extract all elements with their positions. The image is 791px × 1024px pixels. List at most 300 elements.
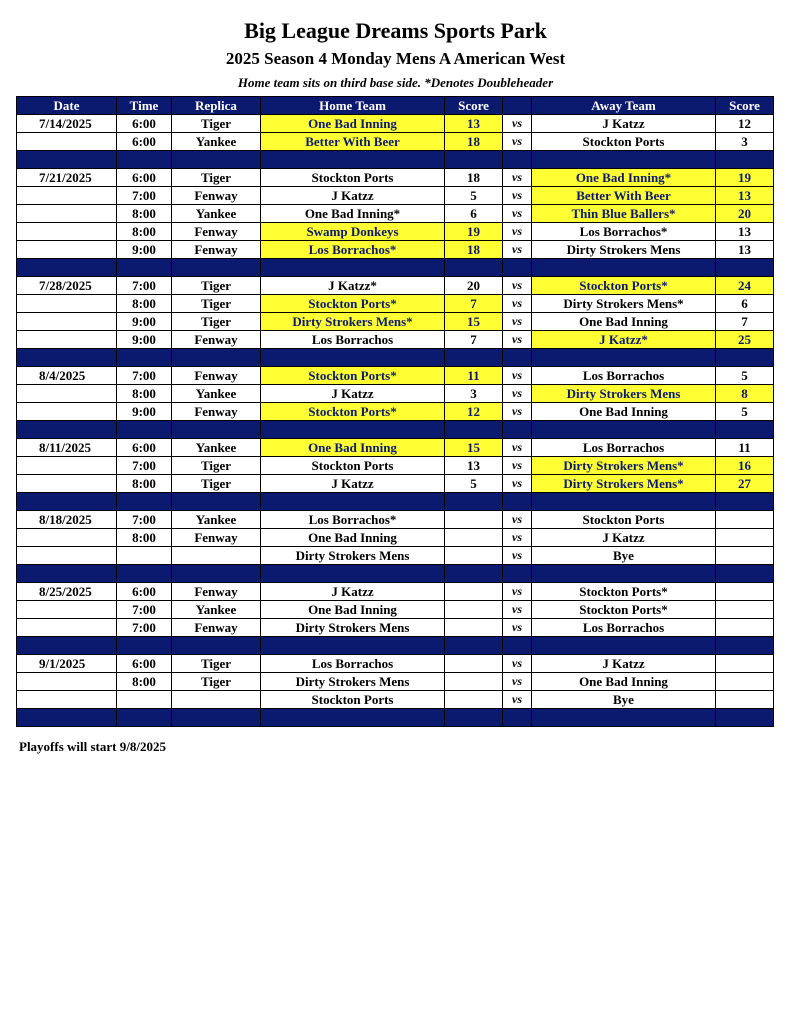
home-score-cell <box>445 529 503 547</box>
away-team-cell: One Bad Inning <box>532 313 716 331</box>
home-score-cell: 18 <box>445 133 503 151</box>
game-row <box>17 475 774 493</box>
separator-cell <box>261 709 445 727</box>
separator-cell <box>445 709 503 727</box>
separator-cell <box>532 493 716 511</box>
home-score-cell: 5 <box>445 187 503 205</box>
vs-cell: vs <box>503 601 532 619</box>
time-cell: 6:00 <box>117 655 172 673</box>
vs-cell: vs <box>503 457 532 475</box>
game-row <box>17 439 774 457</box>
separator-cell <box>445 349 503 367</box>
vs-cell: vs <box>503 439 532 457</box>
separator-cell <box>532 349 716 367</box>
separator-cell <box>117 259 172 277</box>
away-score-cell: 6 <box>716 295 774 313</box>
game-row <box>17 223 774 241</box>
replica-field-cell: Fenway <box>172 619 261 637</box>
separator-cell <box>17 637 117 655</box>
replica-field-cell: Yankee <box>172 511 261 529</box>
separator-cell <box>716 493 774 511</box>
away-team-cell: Los Borrachos <box>532 367 716 385</box>
week-separator-row <box>17 349 774 367</box>
time-cell: 8:00 <box>117 385 172 403</box>
date-cell <box>17 133 117 151</box>
game-row <box>17 673 774 691</box>
away-score-cell <box>716 691 774 709</box>
separator-cell <box>117 709 172 727</box>
separator-cell <box>261 565 445 583</box>
separator-cell <box>532 709 716 727</box>
away-team-cell: Stockton Ports* <box>532 583 716 601</box>
away-team-cell: Thin Blue Ballers* <box>532 205 716 223</box>
separator-cell <box>716 637 774 655</box>
time-cell: 6:00 <box>117 439 172 457</box>
separator-cell <box>117 565 172 583</box>
vs-cell: vs <box>503 331 532 349</box>
time-cell: 9:00 <box>117 241 172 259</box>
date-cell: 8/25/2025 <box>17 583 117 601</box>
time-cell: 7:00 <box>117 511 172 529</box>
separator-cell <box>17 151 117 169</box>
separator-cell <box>172 349 261 367</box>
date-cell: 8/18/2025 <box>17 511 117 529</box>
home-team-cell: One Bad Inning* <box>261 205 445 223</box>
separator-cell <box>172 493 261 511</box>
home-score-cell: 15 <box>445 313 503 331</box>
away-score-cell: 27 <box>716 475 774 493</box>
game-row <box>17 547 774 565</box>
separator-cell <box>261 349 445 367</box>
date-cell <box>17 331 117 349</box>
week-separator-row <box>17 565 774 583</box>
vs-cell: vs <box>503 115 532 133</box>
separator-cell <box>445 421 503 439</box>
separator-cell <box>716 421 774 439</box>
separator-cell <box>532 151 716 169</box>
separator-cell <box>117 421 172 439</box>
home-score-cell: 3 <box>445 385 503 403</box>
away-score-cell <box>716 619 774 637</box>
header-home-score: Score <box>445 97 503 115</box>
replica-field-cell: Fenway <box>172 223 261 241</box>
separator-cell <box>503 421 532 439</box>
home-team-cell: Stockton Ports* <box>261 367 445 385</box>
time-cell: 7:00 <box>117 619 172 637</box>
game-row <box>17 169 774 187</box>
replica-field-cell: Yankee <box>172 133 261 151</box>
header-home-team: Home Team <box>261 97 445 115</box>
away-team-cell: Bye <box>532 691 716 709</box>
vs-cell: vs <box>503 277 532 295</box>
game-row <box>17 115 774 133</box>
game-row <box>17 619 774 637</box>
game-row <box>17 205 774 223</box>
date-cell: 8/4/2025 <box>17 367 117 385</box>
schedule-body <box>17 115 774 727</box>
time-cell: 7:00 <box>117 367 172 385</box>
home-score-cell <box>445 619 503 637</box>
away-team-cell: Stockton Ports* <box>532 277 716 295</box>
home-score-cell: 5 <box>445 475 503 493</box>
time-cell: 9:00 <box>117 313 172 331</box>
away-team-cell: Stockton Ports <box>532 511 716 529</box>
separator-cell <box>261 259 445 277</box>
away-team-cell: One Bad Inning <box>532 673 716 691</box>
vs-cell: vs <box>503 169 532 187</box>
header-vs <box>503 97 532 115</box>
home-team-cell: J Katzz <box>261 475 445 493</box>
time-cell: 8:00 <box>117 529 172 547</box>
week-separator-row <box>17 421 774 439</box>
away-score-cell <box>716 511 774 529</box>
date-cell <box>17 529 117 547</box>
vs-cell: vs <box>503 313 532 331</box>
separator-cell <box>172 709 261 727</box>
home-team-cell: Los Borrachos* <box>261 511 445 529</box>
home-team-cell: J Katzz <box>261 583 445 601</box>
date-cell: 8/11/2025 <box>17 439 117 457</box>
header-away-team: Away Team <box>532 97 716 115</box>
header-replica: Replica <box>172 97 261 115</box>
date-cell <box>17 205 117 223</box>
home-team-cell: J Katzz* <box>261 277 445 295</box>
game-row <box>17 691 774 709</box>
separator-cell <box>716 709 774 727</box>
separator-cell <box>532 637 716 655</box>
away-score-cell <box>716 529 774 547</box>
away-score-cell <box>716 547 774 565</box>
replica-field-cell: Fenway <box>172 403 261 421</box>
home-team-cell: Stockton Ports <box>261 691 445 709</box>
away-team-cell: Dirty Strokers Mens* <box>532 475 716 493</box>
separator-cell <box>17 493 117 511</box>
home-team-cell: One Bad Inning <box>261 529 445 547</box>
time-cell <box>117 547 172 565</box>
away-team-cell: J Katzz* <box>532 331 716 349</box>
replica-field-cell: Fenway <box>172 367 261 385</box>
separator-cell <box>445 565 503 583</box>
game-row <box>17 457 774 475</box>
separator-cell <box>261 421 445 439</box>
schedule-table <box>16 96 774 727</box>
separator-cell <box>17 349 117 367</box>
vs-cell: vs <box>503 241 532 259</box>
home-score-cell: 7 <box>445 331 503 349</box>
time-cell <box>117 691 172 709</box>
home-team-cell: Stockton Ports <box>261 457 445 475</box>
vs-cell: vs <box>503 475 532 493</box>
away-score-cell: 25 <box>716 331 774 349</box>
home-team-cell: Los Borrachos <box>261 655 445 673</box>
page-subtitle: 2025 Season 4 Monday Mens A American West <box>225 49 566 68</box>
home-score-cell <box>445 547 503 565</box>
game-row <box>17 655 774 673</box>
date-cell <box>17 241 117 259</box>
away-score-cell: 19 <box>716 169 774 187</box>
home-score-cell: 15 <box>445 439 503 457</box>
home-score-cell <box>445 691 503 709</box>
home-team-cell: Stockton Ports* <box>261 295 445 313</box>
away-score-cell: 7 <box>716 313 774 331</box>
replica-field-cell: Tiger <box>172 655 261 673</box>
home-team-cell: Dirty Strokers Mens <box>261 619 445 637</box>
separator-cell <box>716 349 774 367</box>
away-score-cell: 13 <box>716 241 774 259</box>
time-cell: 9:00 <box>117 331 172 349</box>
home-team-cell: J Katzz <box>261 187 445 205</box>
away-team-cell: Dirty Strokers Mens* <box>532 295 716 313</box>
replica-field-cell: Tiger <box>172 295 261 313</box>
time-cell: 8:00 <box>117 205 172 223</box>
separator-cell <box>172 565 261 583</box>
home-team-cell: Stockton Ports* <box>261 403 445 421</box>
replica-field-cell: Tiger <box>172 673 261 691</box>
date-cell <box>17 385 117 403</box>
vs-cell: vs <box>503 385 532 403</box>
away-team-cell: Better With Beer <box>532 187 716 205</box>
time-cell: 8:00 <box>117 223 172 241</box>
away-team-cell: Dirty Strokers Mens <box>532 385 716 403</box>
date-cell: 7/21/2025 <box>17 169 117 187</box>
vs-cell: vs <box>503 205 532 223</box>
vs-cell: vs <box>503 223 532 241</box>
home-score-cell <box>445 511 503 529</box>
separator-cell <box>117 637 172 655</box>
away-score-cell <box>716 655 774 673</box>
away-team-cell: Dirty Strokers Mens* <box>532 457 716 475</box>
away-score-cell: 8 <box>716 385 774 403</box>
vs-cell: vs <box>503 673 532 691</box>
replica-field-cell <box>172 691 261 709</box>
away-score-cell: 12 <box>716 115 774 133</box>
separator-cell <box>532 421 716 439</box>
time-cell: 7:00 <box>117 277 172 295</box>
home-score-cell: 13 <box>445 457 503 475</box>
replica-field-cell <box>172 547 261 565</box>
vs-cell: vs <box>503 295 532 313</box>
vs-cell: vs <box>503 583 532 601</box>
away-team-cell: Stockton Ports* <box>532 601 716 619</box>
separator-cell <box>445 637 503 655</box>
away-score-cell <box>716 583 774 601</box>
vs-cell: vs <box>503 529 532 547</box>
home-team-cell: J Katzz <box>261 385 445 403</box>
separator-cell <box>503 493 532 511</box>
separator-cell <box>172 421 261 439</box>
time-cell: 8:00 <box>117 475 172 493</box>
separator-cell <box>172 151 261 169</box>
vs-cell: vs <box>503 367 532 385</box>
away-score-cell: 24 <box>716 277 774 295</box>
date-cell <box>17 547 117 565</box>
week-separator-row <box>17 709 774 727</box>
away-team-cell: J Katzz <box>532 115 716 133</box>
separator-cell <box>445 493 503 511</box>
replica-field-cell: Tiger <box>172 457 261 475</box>
game-row <box>17 529 774 547</box>
separator-cell <box>532 565 716 583</box>
replica-field-cell: Tiger <box>172 169 261 187</box>
separator-cell <box>503 151 532 169</box>
home-score-cell: 20 <box>445 277 503 295</box>
game-row <box>17 133 774 151</box>
separator-cell <box>716 259 774 277</box>
away-team-cell: J Katzz <box>532 655 716 673</box>
game-row <box>17 385 774 403</box>
vs-cell: vs <box>503 187 532 205</box>
away-score-cell: 11 <box>716 439 774 457</box>
game-row <box>17 601 774 619</box>
vs-cell: vs <box>503 511 532 529</box>
time-cell: 7:00 <box>117 457 172 475</box>
time-cell: 6:00 <box>117 133 172 151</box>
game-row <box>17 277 774 295</box>
separator-cell <box>117 493 172 511</box>
date-cell <box>17 295 117 313</box>
vs-cell: vs <box>503 133 532 151</box>
game-row <box>17 295 774 313</box>
vs-cell: vs <box>503 547 532 565</box>
home-team-cell: Better With Beer <box>261 133 445 151</box>
away-team-cell: Los Borrachos <box>532 439 716 457</box>
separator-cell <box>716 565 774 583</box>
date-cell <box>17 673 117 691</box>
vs-cell: vs <box>503 619 532 637</box>
replica-field-cell: Tiger <box>172 475 261 493</box>
home-team-cell: Los Borrachos <box>261 331 445 349</box>
away-score-cell: 13 <box>716 187 774 205</box>
time-cell: 7:00 <box>117 187 172 205</box>
home-score-cell: 12 <box>445 403 503 421</box>
separator-cell <box>503 565 532 583</box>
home-score-cell: 7 <box>445 295 503 313</box>
away-team-cell: Los Borrachos* <box>532 223 716 241</box>
away-team-cell: Dirty Strokers Mens <box>532 241 716 259</box>
replica-field-cell: Yankee <box>172 205 261 223</box>
separator-cell <box>117 349 172 367</box>
time-cell: 6:00 <box>117 169 172 187</box>
away-score-cell: 20 <box>716 205 774 223</box>
home-team-cell: One Bad Inning <box>261 115 445 133</box>
away-team-cell: Los Borrachos <box>532 619 716 637</box>
separator-cell <box>172 637 261 655</box>
home-score-cell: 19 <box>445 223 503 241</box>
replica-field-cell: Tiger <box>172 115 261 133</box>
game-row <box>17 583 774 601</box>
date-cell <box>17 457 117 475</box>
home-team-cell: Stockton Ports <box>261 169 445 187</box>
away-score-cell <box>716 673 774 691</box>
separator-cell <box>503 637 532 655</box>
replica-field-cell: Fenway <box>172 529 261 547</box>
date-cell <box>17 601 117 619</box>
replica-field-cell: Fenway <box>172 241 261 259</box>
date-cell: 7/28/2025 <box>17 277 117 295</box>
date-cell: 7/14/2025 <box>17 115 117 133</box>
header-time: Time <box>117 97 172 115</box>
away-score-cell: 3 <box>716 133 774 151</box>
replica-field-cell: Yankee <box>172 439 261 457</box>
separator-cell <box>503 349 532 367</box>
separator-cell <box>716 151 774 169</box>
away-team-cell: One Bad Inning <box>532 403 716 421</box>
away-team-cell: One Bad Inning* <box>532 169 716 187</box>
game-row <box>17 511 774 529</box>
week-separator-row <box>17 151 774 169</box>
date-cell: 9/1/2025 <box>17 655 117 673</box>
header-date: Date <box>17 97 117 115</box>
game-row <box>17 187 774 205</box>
time-cell: 8:00 <box>117 295 172 313</box>
time-cell: 8:00 <box>117 673 172 691</box>
time-cell: 6:00 <box>117 115 172 133</box>
away-score-cell <box>716 601 774 619</box>
header-away-score: Score <box>716 97 774 115</box>
replica-field-cell: Fenway <box>172 187 261 205</box>
separator-cell <box>445 259 503 277</box>
date-cell <box>17 187 117 205</box>
header-row <box>17 97 774 115</box>
home-team-cell: Dirty Strokers Mens* <box>261 313 445 331</box>
vs-cell: vs <box>503 403 532 421</box>
separator-cell <box>532 259 716 277</box>
away-team-cell: Bye <box>532 547 716 565</box>
date-cell <box>17 403 117 421</box>
home-team-cell: Swamp Donkeys <box>261 223 445 241</box>
separator-cell <box>117 151 172 169</box>
replica-field-cell: Yankee <box>172 601 261 619</box>
game-row <box>17 313 774 331</box>
home-score-cell: 11 <box>445 367 503 385</box>
replica-field-cell: Fenway <box>172 331 261 349</box>
separator-cell <box>17 709 117 727</box>
date-cell <box>17 223 117 241</box>
home-team-cell: Los Borrachos* <box>261 241 445 259</box>
replica-field-cell: Yankee <box>172 385 261 403</box>
vs-cell: vs <box>503 691 532 709</box>
replica-field-cell: Tiger <box>172 313 261 331</box>
date-cell <box>17 691 117 709</box>
schedule-note: Home team sits on third base side. *Denotes Doubleheader <box>237 75 554 90</box>
date-cell <box>17 313 117 331</box>
time-cell: 9:00 <box>117 403 172 421</box>
page-title: Big League Dreams Sports Park <box>244 18 547 43</box>
game-row <box>17 331 774 349</box>
date-cell <box>17 619 117 637</box>
separator-cell <box>261 151 445 169</box>
separator-cell <box>445 151 503 169</box>
away-score-cell: 5 <box>716 367 774 385</box>
separator-cell <box>17 421 117 439</box>
home-score-cell: 13 <box>445 115 503 133</box>
home-score-cell <box>445 583 503 601</box>
home-score-cell <box>445 655 503 673</box>
week-separator-row <box>17 637 774 655</box>
home-score-cell: 18 <box>445 169 503 187</box>
vs-cell: vs <box>503 655 532 673</box>
home-team-cell: One Bad Inning <box>261 439 445 457</box>
separator-cell <box>503 709 532 727</box>
playoffs-note: Playoffs will start 9/8/2025 <box>19 739 166 754</box>
separator-cell <box>172 259 261 277</box>
separator-cell <box>503 259 532 277</box>
game-row <box>17 367 774 385</box>
week-separator-row <box>17 259 774 277</box>
home-score-cell <box>445 673 503 691</box>
away-score-cell: 13 <box>716 223 774 241</box>
separator-cell <box>261 637 445 655</box>
